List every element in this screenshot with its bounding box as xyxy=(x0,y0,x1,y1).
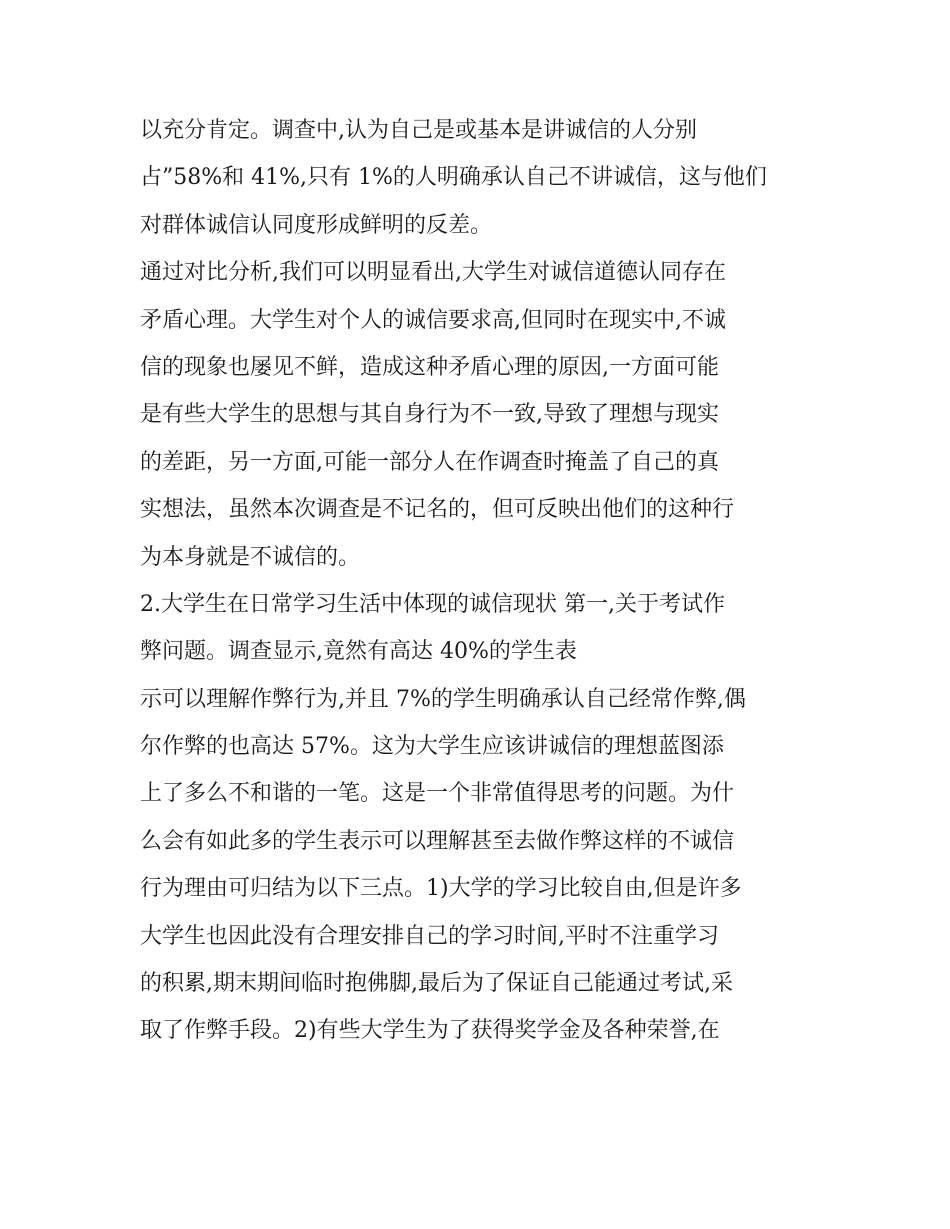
text-line-10: 为本身就是不诚信的。 xyxy=(140,544,361,570)
text-line-8: 的差距，另一方面,可能一部分人在作调查时掩盖了自己的真 xyxy=(140,449,719,475)
text-line-15: 上了多么不和谐的一笔。这是一个非常值得思考的问题。为什 xyxy=(140,781,735,807)
text-line-3: 对群体诚信认同度形成鲜明的反差。 xyxy=(140,212,493,238)
text-line-5: 矛盾心理。大学生对个人的诚信要求高,但同时在现实中,不诚 xyxy=(140,307,726,333)
text-line-2: 占”58%和 41%,只有 1%的人明确承认自己不讲诚信，这与他们 xyxy=(140,165,767,191)
text-line-11: 2.大学生在日常学习生活中体现的诚信现状 第一,关于考试作 xyxy=(140,591,725,617)
text-line-13: 示可以理解作弊行为,并且 7%的学生明确承认自己经常作弊,偶 xyxy=(140,686,746,712)
text-line-18: 大学生也因此没有合理安排自己的学习时间,平时不注重学习 xyxy=(140,923,719,949)
text-line-6: 信的现象也屡见不鲜，造成这种矛盾心理的原因,一方面可能 xyxy=(140,354,719,380)
text-line-14: 尔作弊的也高达 57%。这为大学生应该讲诚信的理想蓝图添 xyxy=(140,734,724,760)
text-line-12: 弊问题。调查显示,竟然有高达 40%的学生表 xyxy=(140,639,577,665)
text-line-20: 取了作弊手段。2)有些大学生为了获得奖学金及各种荣誉,在 xyxy=(140,1018,720,1044)
text-line-4: 通过对比分析,我们可以明显看出,大学生对诚信道德认同存在 xyxy=(140,260,726,286)
body-text xyxy=(140,107,820,1055)
text-line-9: 实想法，虽然本次调查是不记名的，但可反映出他们的这种行 xyxy=(140,497,735,523)
text-line-17: 行为理由可归结为以下三点。1)大学的学习比较自由,但是许多 xyxy=(140,876,742,902)
text-line-1: 以充分肯定。调查中,认为自己是或基本是讲诚信的人分别 xyxy=(140,118,697,143)
text-line-19: 的积累,期末期间临时抱佛脚,最后为了保证自己能通过考试,采 xyxy=(140,971,733,997)
text-line-16: 么会有如此多的学生表示可以理解甚至去做作弊这样的不诚信 xyxy=(140,828,735,854)
text-line-7: 是有些大学生的思想与其自身行为不一致,导致了理想与现实 xyxy=(140,402,719,428)
